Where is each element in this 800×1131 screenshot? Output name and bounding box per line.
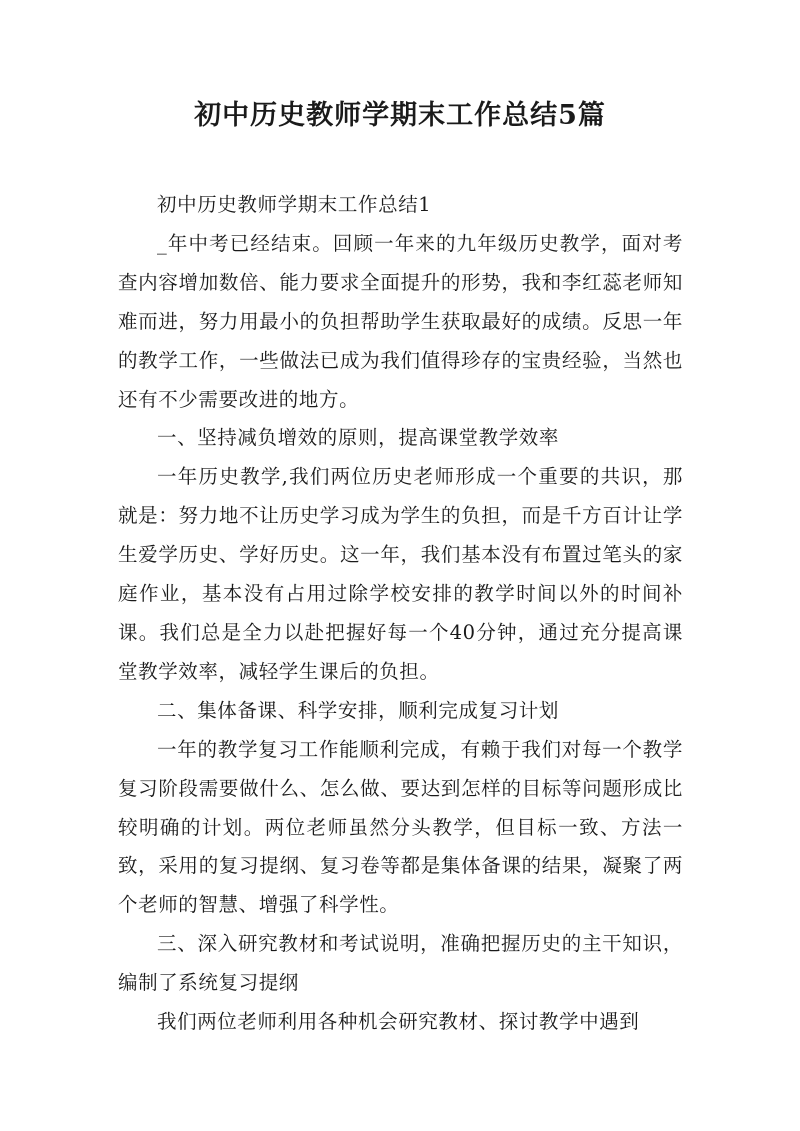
paragraph-1: 一年历史教学,我们两位历史老师形成一个重要的共识，那就是：努力地不让历史学习成为学生的负担，而是千方百计让学生爱学历史、学好历史。这一年，我们基本没有布置过笔头的家庭作业，基本没有占用过除学校安排的教学时间以外的时间补课。我们总是全力以赴把握好每一个40分钟，通过充分提高课堂教学效率，减轻学生课后的负担。 bbox=[118, 465, 683, 683]
subheading-1: 一、坚持减负增效的原则，提高课堂教学效率 bbox=[157, 426, 560, 450]
paragraph-2: 一年的教学复习工作能顺利完成，有赖于我们对每一个教学复习阶段需要做什么、怎么做、要达到怎样的目标等问题形成比较明确的计划。两位老师虽然分头教学，但目标一致、方法一致，采用的复习提纲、复习卷等都是集体备课的结果，凝聚了两个老师的智慧、增强了科学性。 bbox=[118, 737, 683, 917]
subheading-3: 三、深入研究教材和考试说明，准确把握历史的主干知识，编制了系统复习提纲 bbox=[118, 932, 683, 995]
document-body bbox=[118, 186, 683, 1042]
subheading-2: 二、集体备课、科学安排，顺利完成复习计划 bbox=[157, 698, 560, 722]
paragraph-intro: _年中考已经结束。回顾一年来的九年级历史教学，面对考查内容增加数倍、能力要求全面提升的形势，我和李红蕊老师知难而进，努力用最小的负担帮助学生获取最好的成绩。反思一年的教学工作，一些做法已成为我们值得珍存的宝贵经验，当然也还有不少需要改进的地方。 bbox=[118, 231, 683, 411]
paragraph-3: 我们两位老师利用各种机会研究教材、探讨教学中遇到 bbox=[157, 1010, 640, 1034]
document-title: 初中历史教师学期末工作总结5篇 bbox=[194, 100, 606, 131]
section-heading-1: 初中历史教师学期末工作总结1 bbox=[157, 193, 432, 216]
